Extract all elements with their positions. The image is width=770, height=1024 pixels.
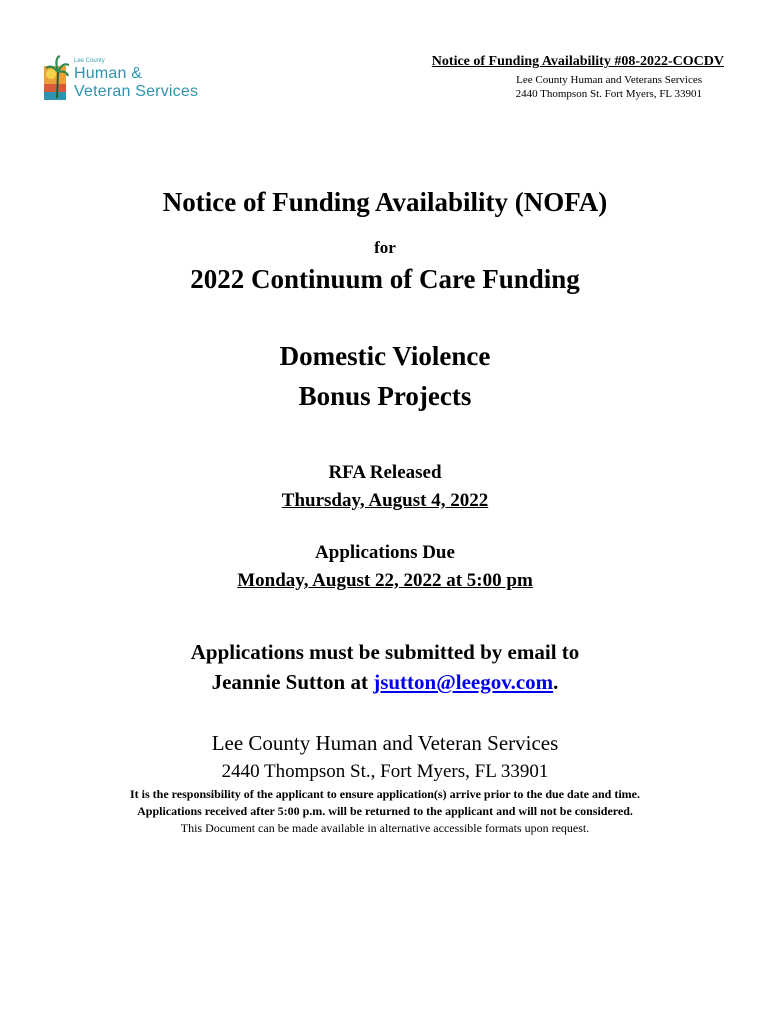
contact-email-link[interactable]: jsutton@leegov.com [373,670,554,694]
submission-instruction: Applications must be submitted by email to [190,640,580,664]
title-coc-funding: 2022 Continuum of Care Funding [190,264,580,294]
rfa-released-date: Thursday, August 4, 2022 [281,490,489,511]
title-for: for [374,238,396,257]
notice-number: Notice of Funding Availability #08-2022-COCDV [431,54,724,69]
rfa-released-label: RFA Released [328,462,442,483]
palm-tree-sun-logo-icon [42,54,70,102]
submission-contact [0,670,770,695]
title-domestic-violence: Domestic Violence [279,341,491,371]
logo-small-text: Lee County [74,58,105,64]
logo-text-line2: Veteran Services [74,83,199,100]
responsibility-note: It is the responsibility of the applicant to ensure application(s) arrive prior to the due date and time. [130,787,640,801]
title-bonus-projects: Bonus Projects [298,381,472,411]
accessibility-note: This Document can be made available in alternative accessible formats upon request. [180,821,590,835]
late-application-note: Applications received after 5:00 p.m. will be returned to the applicant and will not be considered. [137,804,633,818]
applications-due-label: Applications Due [315,542,455,563]
header-org: Lee County Human and Veterans Services [516,74,702,86]
logo-text-line1: Human & [74,65,143,82]
footer-org: Lee County Human and Veteran Services [211,731,559,755]
header-address: 2440 Thompson St. Fort Myers, FL 33901 [515,88,702,100]
applications-due-date: Monday, August 22, 2022 at 5:00 pm [237,570,533,591]
page-title: Notice of Funding Availability (NOFA) [162,187,608,217]
footer-address: 2440 Thompson St., Fort Myers, FL 33901 [221,761,549,782]
contact-prefix: Jeannie Sutton at [211,670,374,694]
lee-county-logo [42,54,212,106]
contact-suffix: . [553,670,559,694]
